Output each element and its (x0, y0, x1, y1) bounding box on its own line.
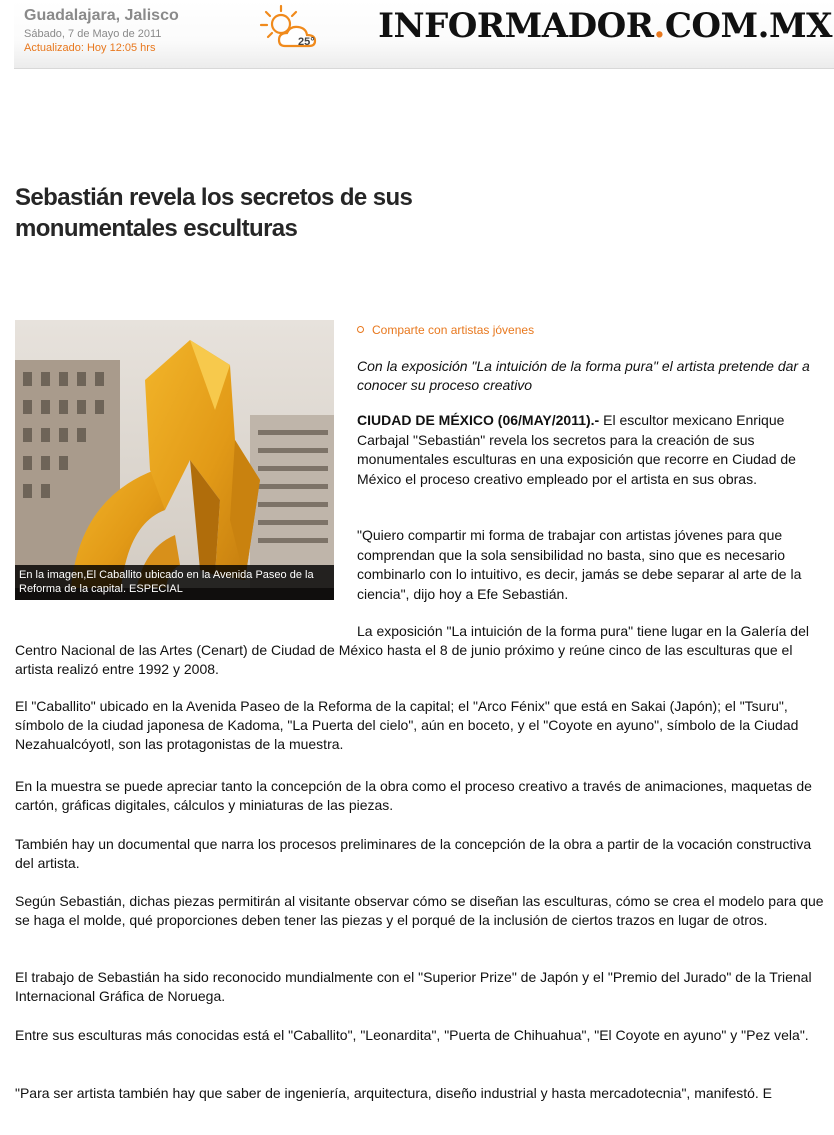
header-temperature: 25° (298, 36, 315, 48)
article-photo (15, 320, 334, 600)
header-updated: Actualizado: Hoy 12:05 hrs (24, 42, 156, 54)
paragraph-6: También hay un documental que narra los procesos preliminares de la concepción de la obra a partir de la vocación constructiva del artista. (15, 836, 812, 871)
paragraph-1 (357, 411, 827, 489)
paragraph-2: "Quiero compartir mi forma de trabajar con artistas jóvenes para que comprendan que la sola sensibilidad no basta, sino que es necesario combinarlo con lo intuitivo, es decir, jamás se debe separar al arte de la ciencia", dijo hoy a Efe Sebastián. (357, 527, 802, 602)
paragraph-7: Según Sebastián, dichas piezas permitirán al visitante observar cómo se diseñan las esculturas, cómo se crea el modelo para que se haga el molde, qué proporciones deben tener las piezas y el porqué de la inclusión de ciertos trazos en lugar de otros. (15, 893, 824, 928)
paragraph-8: El trabajo de Sebastián ha sido reconocido mundialmente con el "Superior Prize" de Japón y el "Premio del Jurado" de la Trienal Internacional Gráfica de Noruega. (15, 969, 812, 1004)
paragraph-3: La exposición "La intuición de la forma pura" tiene lugar en la Galería del Centro Nacional de las Artes (Cenart) de Ciudad de México hasta el 8 de junio próximo y reúne cinco de las esculturas que el artista realizó entre 1992 y 2008. (15, 623, 809, 677)
header-date: Sábado, 7 de Mayo de 2011 (24, 28, 162, 40)
site-header (14, 0, 834, 69)
paragraph-5: En la muestra se puede apreciar tanto la concepción de la obra como el proceso creativo a través de animaciones, maquetas de cartón, gráficas digitales, cálculos y miniaturas de las piezas. (15, 778, 812, 813)
article-title: Sebastián revela los secretos de sus monumentales esculturas (15, 184, 413, 242)
image-caption: En la imagen,El Caballito ubicado en la Avenida Paseo de la Reforma de la capital. ESPECIAL (15, 565, 334, 600)
dateline: CIUDAD DE MÉXICO (06/MAY/2011).- (357, 412, 600, 428)
article-summary: Con la exposición "La intuición de la forma pura" el artista pretende dar a conocer su proceso creativo (357, 358, 810, 393)
logo-dot: . (653, 6, 665, 46)
sculpture-image (15, 320, 334, 600)
logo-tld: COM.MX (664, 6, 832, 46)
logo-main: INFORMADOR (378, 6, 654, 46)
related-link-label: Comparte con artistas jóvenes (372, 323, 535, 337)
header-city: Guadalajara, Jalisco (24, 7, 179, 24)
paragraph-9: Entre sus esculturas más conocidas está el "Caballito", "Leonardita", "Puerta de Chihuahua", "El Coyote en ayuno" y "Pez vela". (15, 1027, 809, 1043)
site-logo[interactable] (378, 6, 832, 46)
partly-cloudy-icon (249, 2, 329, 56)
paragraph-10: "Para ser artista también hay que saber de ingeniería, arquitectura, diseño industrial y hasta mercadotecnia", manifestó. E (15, 1085, 773, 1101)
paragraph-4: El "Caballito" ubicado en la Avenida Paseo de la Reforma de la capital; el "Arco Fénix" que está en Sakai (Japón); el "Tsuru", símbolo de la ciudad japonesa de Kadoma, "La Puerta del cielo", aún en boceto, y el "Coyote en ayuno", símbolo de la Ciudad Nezahualcóyotl, son las protagonistas de la muestra. (15, 698, 799, 752)
paragraph-1-text: El escultor mexicano Enrique Carbajal "Sebastián" revela los secretos para la creación de sus monumentales esculturas en una exposición que recorre en Ciudad de México el proceso creativo empleado por el artista en sus obras. (357, 412, 796, 487)
related-link[interactable] (357, 323, 534, 337)
bullet-icon (357, 326, 364, 333)
